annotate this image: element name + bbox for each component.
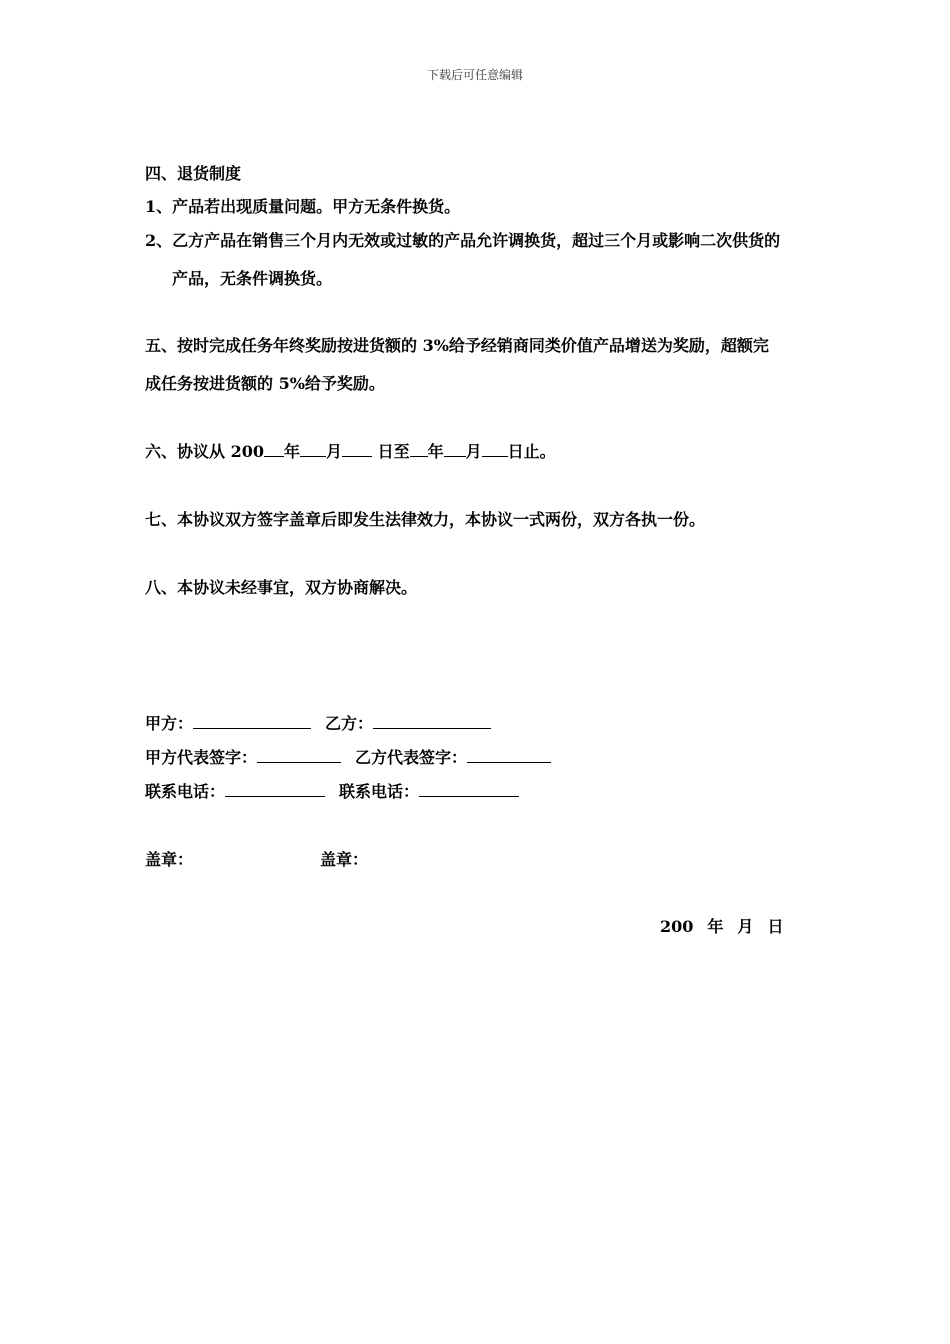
date-year-prefix: 200 [660,917,694,936]
section-6-year2: 年 [427,442,444,461]
seal-b-label: 盖章： [320,850,369,869]
blank-end-month [444,442,466,457]
phone-row [145,779,519,802]
section-6-month1: 月 [326,442,343,461]
party-b-blank [373,714,491,729]
representative-row [145,745,551,768]
section-4-item-2-line-1: 2、乙方产品在销售三个月内无效或过敏的产品允许调换货，超过三个月或影响二次供货的 [145,231,781,250]
section-8: 八、本协议未经事宜，双方协商解决。 [145,578,418,597]
blank-end-year [410,442,428,457]
section-6-prefix: 六、协议从 200 [145,442,264,461]
rep-a-blank [257,748,341,763]
section-6-year1: 年 [283,442,300,461]
party-b-label: 乙方： [325,714,374,733]
section-4-item-1: 1、产品若出现质量问题。甲方无条件换货。 [145,197,461,216]
section-5-line-1: 五、按时完成任务年终奖励按进货额的 3%给予经销商同类价值产品增送为奖励，超额完 [145,336,769,355]
party-a-label: 甲方： [145,714,194,733]
phone-a-label: 联系电话： [145,782,226,801]
phone-a-blank [225,782,325,797]
section-4-item-2-line-2: 产品，无条件调换货。 [172,269,333,288]
section-6-month2: 月 [465,442,482,461]
blank-start-day [342,442,372,457]
phone-b-label: 联系电话： [339,782,420,801]
rep-b-label: 乙方代表签字： [355,748,468,767]
blank-start-year [264,442,284,457]
signing-date [660,914,797,937]
page-header: 下载后可任意编辑 [426,68,523,82]
section-4-title: 四、退货制度 [145,164,242,183]
phone-b-blank [419,782,519,797]
rep-a-label: 甲方代表签字： [145,748,258,767]
section-5-line-2: 成任务按进货额的 5%给予奖励。 [145,374,385,393]
party-a-blank [193,714,311,729]
blank-start-month [300,442,326,457]
date-month: 月 [737,917,754,936]
seal-a-label: 盖章： [145,850,194,869]
rep-b-blank [467,748,551,763]
section-6 [145,439,556,462]
section-6-mid: 日至 [372,442,410,461]
party-row [145,711,491,734]
date-day: 日 [767,917,784,936]
blank-end-day [482,442,508,457]
section-7: 七、本协议双方签字盖章后即发生法律效力，本协议一式两份，双方各执一份。 [145,510,706,529]
date-year: 年 [707,917,724,936]
section-6-end: 日止。 [507,442,556,461]
